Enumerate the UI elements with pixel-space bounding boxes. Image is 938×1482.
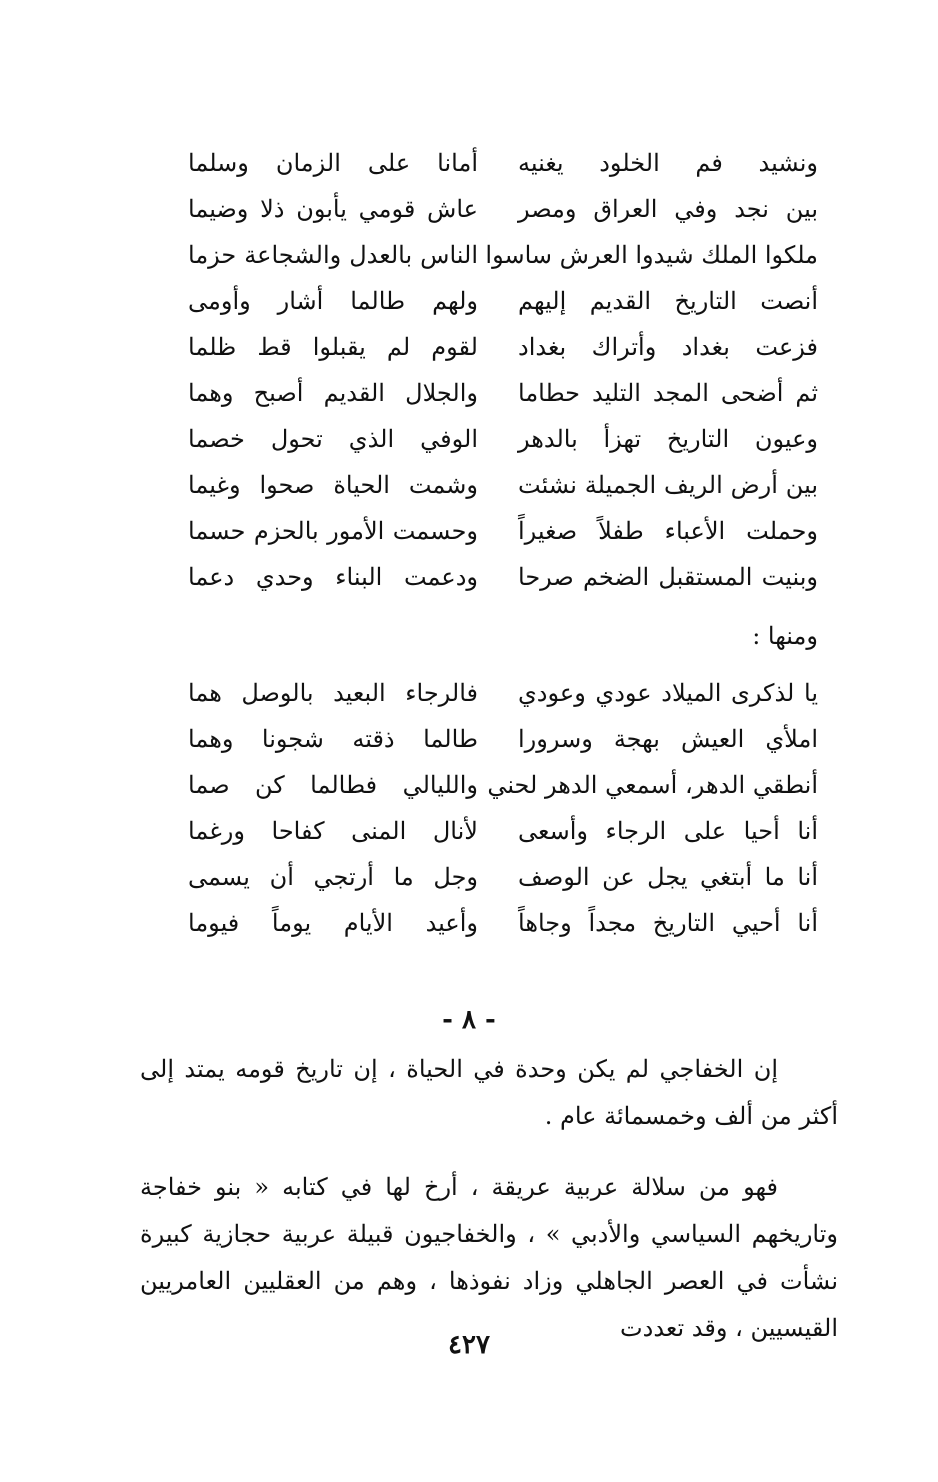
verse-first-hemistich: وبنيت المستقبل الضخم صرحا	[518, 563, 818, 591]
verse-second-hemistich: الناس بالعدل والشجاعة حزما	[188, 241, 478, 269]
verse-line	[58, 854, 818, 900]
verse-second-hemistich: فالرجاء البعيد بالوصل هما	[188, 679, 478, 707]
page-number: ٤٢٧	[448, 1330, 490, 1360]
body-paragraph-1: إن الخفاجي لم يكن وحدة في الحياة ، إن تاريخ قومه يمتد إلى أكثر من ألف وخمسمائة عام .	[140, 1055, 838, 1130]
poem-stanza-1	[58, 140, 818, 610]
verse-second-hemistich: والليالي فطالما كن صما	[188, 771, 478, 799]
verse-second-hemistich: وحسمت الأمور بالحزم حسما	[188, 517, 478, 545]
verse-second-hemistich: ودعمت البناء وحدي دعما	[188, 563, 478, 591]
verse-second-hemistich: أمانا على الزمان وسلما	[188, 149, 478, 177]
verse-second-hemistich: وأعيد الأيام يوماً فيوما	[188, 909, 478, 937]
verse-first-hemistich: ثم أضحى المجد التليد حطاما	[518, 379, 818, 407]
verse-second-hemistich: طالما ذقته شجونا وهما	[188, 725, 478, 753]
verse-second-hemistich: لقوم لم يقبلوا قط ظلما	[188, 333, 478, 361]
verse-line	[58, 762, 818, 808]
verse-first-hemistich: أنا ما أبتغي يجل عن الوصف	[518, 863, 818, 891]
verse-first-hemistich: بين أرض الريف الجميلة نشئت	[518, 471, 818, 499]
verse-line	[58, 370, 818, 416]
body-paragraph-2: فهو من سلالة عربية عريقة ، أرخ لها في كتابه « بنو خفاجة وتاريخهم السياسي والأدبي » ، والخفاجيون قبيلة عربية حجازية كبيرة نشأت في العصر الجاهلي وزاد نفوذها ، وهم من العقليين العامريين القيسيين ، وقد تعددت	[140, 1173, 838, 1342]
verse-line	[58, 808, 818, 854]
verse-line	[58, 232, 818, 278]
verse-first-hemistich: املأي العيش بهجة وسرورا	[518, 725, 818, 753]
verse-first-hemistich: يا لذكرى الميلاد عودي وعودي	[518, 679, 818, 707]
verse-line	[58, 716, 818, 762]
section-number: - ٨ -	[442, 1005, 496, 1035]
verse-line	[58, 900, 818, 946]
verse-line	[58, 670, 818, 716]
minha-label: ومنها :	[752, 622, 818, 650]
verse-line	[58, 278, 818, 324]
verse-first-hemistich: أنصت التاريخ القديم إليهم	[518, 287, 818, 315]
verse-first-hemistich: وحملت الأعباء طفلاً صغيراً	[518, 517, 818, 545]
poem-stanza-2	[58, 670, 818, 950]
verse-second-hemistich: الوفي الذي تحول خصما	[188, 425, 478, 453]
verse-line	[58, 416, 818, 462]
verse-first-hemistich: وعيون التاريخ تهزأ بالدهر	[518, 425, 818, 453]
verse-line	[58, 324, 818, 370]
verse-second-hemistich: وشمت الحياة صحوا وغيما	[188, 471, 478, 499]
verse-line	[58, 508, 818, 554]
verse-first-hemistich: أنا أحيا على الرجاء وأسعى	[518, 817, 818, 845]
verse-first-hemistich: أنطقي الدهر، أسمعي الدهر لحني	[487, 771, 818, 799]
verse-line	[58, 554, 818, 600]
verse-second-hemistich: والجلال القديم أصبح وهما	[188, 379, 478, 407]
verse-line	[58, 462, 818, 508]
verse-line	[58, 140, 818, 186]
verse-second-hemistich: لأنال المنى كفاحا ورغما	[188, 817, 478, 845]
verse-first-hemistich: ونشيد فم الخلود يغنيه	[518, 149, 818, 177]
verse-line	[58, 186, 818, 232]
verse-first-hemistich: فزعت بغداد وأتراك بغداد	[518, 333, 818, 361]
verse-first-hemistich: ملكوا الملك شيدوا العرش ساسوا	[485, 241, 818, 269]
verse-second-hemistich: ولهم طالما أشار وأومى	[188, 287, 478, 315]
verse-first-hemistich: أنا أحيي التاريخ مجداً وجاهاً	[518, 909, 818, 937]
verse-second-hemistich: وجل ما أرتجي أن يسمى	[188, 863, 478, 891]
verse-first-hemistich: بين نجد وفي العراق ومصر	[518, 195, 818, 223]
verse-second-hemistich: عاش قومي يأبون ذلا وضيما	[188, 195, 478, 223]
